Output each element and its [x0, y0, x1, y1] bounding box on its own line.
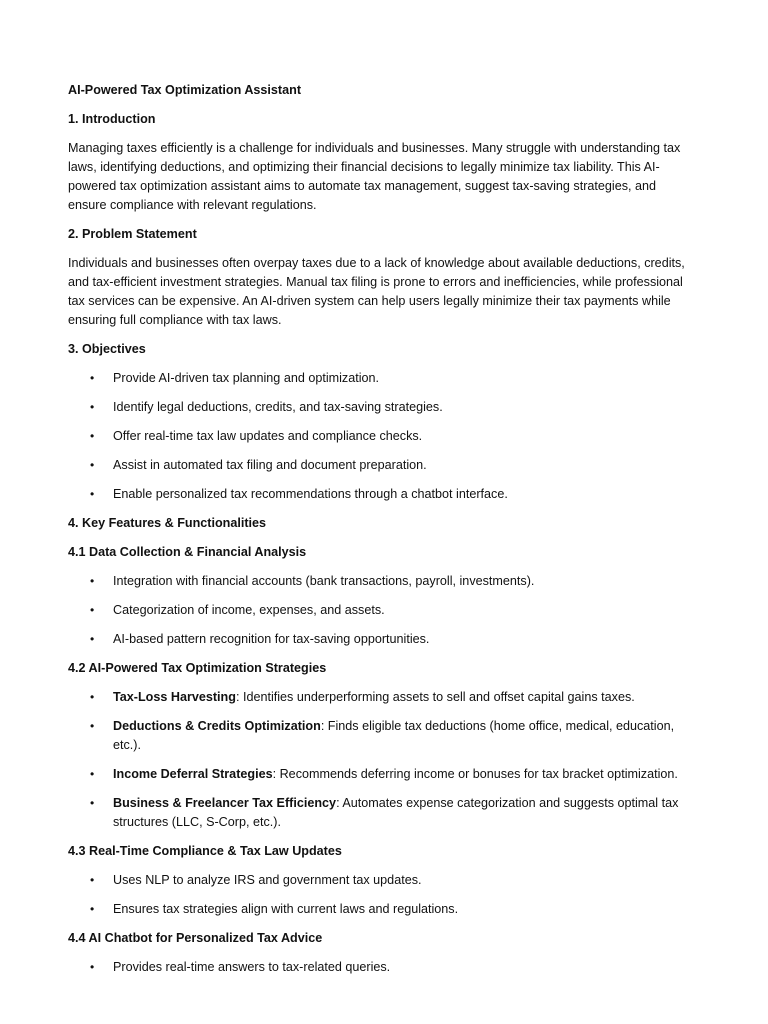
- list-item-text: Assist in automated tax filing and document preparation.: [113, 458, 427, 472]
- compliance-updates-list: [68, 871, 688, 919]
- bullet-icon: •: [90, 960, 95, 974]
- document-title: AI-Powered Tax Optimization Assistant: [68, 83, 302, 97]
- bullet-icon: •: [90, 371, 95, 385]
- problem-statement-paragraph: Individuals and businesses often overpay taxes due to a lack of knowledge about available deductions, credits, and tax-efficient investment strategies. Manual tax filing is prone to errors and inefficiencies, while professional tax services can be expensive. An AI-driven system can help users legally minimize their tax payments while ensuring full compliance with tax laws.: [68, 256, 685, 327]
- list-item: [68, 765, 688, 784]
- list-item: [68, 427, 688, 446]
- data-collection-list: [68, 572, 688, 649]
- objectives-list: [68, 369, 688, 504]
- section-heading-key-features: 4. Key Features & Functionalities: [68, 516, 267, 530]
- list-item-term: Tax-Loss Harvesting: [113, 690, 236, 704]
- list-item-text: : Automates expense categorization and suggests optimal tax structures (LLC, S-Corp, etc.).: [113, 796, 679, 829]
- list-item: [68, 456, 688, 475]
- optimization-strategies-list: [68, 688, 688, 832]
- list-item: [68, 601, 688, 620]
- list-item-text: Offer real-time tax law updates and compliance checks.: [113, 429, 423, 443]
- list-item-text: Identify legal deductions, credits, and tax-saving strategies.: [113, 400, 443, 414]
- bullet-icon: •: [90, 574, 95, 588]
- bullet-icon: •: [90, 767, 95, 781]
- chatbot-list: [68, 958, 688, 977]
- bullet-icon: •: [90, 632, 95, 646]
- bullet-icon: •: [90, 429, 95, 443]
- list-item-text: Integration with financial accounts (bank transactions, payroll, investments).: [113, 574, 535, 588]
- list-item-text: Provides real-time answers to tax-related queries.: [113, 960, 391, 974]
- list-item: [68, 958, 688, 977]
- list-item: [68, 871, 688, 890]
- list-item-text: Provide AI-driven tax planning and optimization.: [113, 371, 380, 385]
- list-item-text: : Identifies underperforming assets to sell and offset capital gains taxes.: [235, 690, 635, 704]
- subsection-heading-chatbot: 4.4 AI Chatbot for Personalized Tax Advice: [68, 931, 323, 945]
- document-body: [68, 81, 688, 987]
- subsection-heading-data-collection: 4.1 Data Collection & Financial Analysis: [68, 545, 307, 559]
- list-item: [68, 369, 688, 388]
- list-item: [68, 794, 688, 832]
- list-item-term: Deductions & Credits Optimization: [113, 719, 321, 733]
- list-item: [68, 572, 688, 591]
- list-item-term: Business & Freelancer Tax Efficiency: [113, 796, 337, 810]
- bullet-icon: •: [90, 458, 95, 472]
- list-item: [68, 398, 688, 417]
- list-item: [68, 688, 688, 707]
- list-item-text: AI-based pattern recognition for tax-saving opportunities.: [113, 632, 430, 646]
- bullet-icon: •: [90, 400, 95, 414]
- list-item: [68, 630, 688, 649]
- list-item-text: Ensures tax strategies align with current laws and regulations.: [113, 902, 459, 916]
- list-item: [68, 485, 688, 504]
- section-heading-problem-statement: 2. Problem Statement: [68, 227, 197, 241]
- list-item-term: Income Deferral Strategies: [113, 767, 273, 781]
- list-item: [68, 717, 688, 755]
- bullet-icon: •: [90, 603, 95, 617]
- list-item: [68, 900, 688, 919]
- subsection-heading-compliance-updates: 4.3 Real-Time Compliance & Tax Law Updates: [68, 844, 342, 858]
- list-item-text: : Finds eligible tax deductions (home office, medical, education, etc.).: [113, 719, 675, 752]
- subsection-heading-optimization-strategies: 4.2 AI-Powered Tax Optimization Strategies: [68, 661, 327, 675]
- bullet-icon: •: [90, 690, 95, 704]
- list-item-text: Uses NLP to analyze IRS and government tax updates.: [113, 873, 422, 887]
- section-heading-objectives: 3. Objectives: [68, 342, 146, 356]
- bullet-icon: •: [90, 873, 95, 887]
- introduction-paragraph: Managing taxes efficiently is a challenge for individuals and businesses. Many struggle with understanding tax laws, identifying deductions, and optimizing their financial decisions to legally minimize tax liability. This AI-powered tax optimization assistant aims to automate tax management, suggest tax-saving strategies, and ensure compliance with relevant regulations.: [68, 141, 681, 212]
- bullet-icon: •: [90, 487, 95, 501]
- bullet-icon: •: [90, 902, 95, 916]
- list-item-text: Enable personalized tax recommendations through a chatbot interface.: [113, 487, 508, 501]
- list-item-text: Categorization of income, expenses, and assets.: [113, 603, 385, 617]
- bullet-icon: •: [90, 796, 95, 810]
- section-heading-introduction: 1. Introduction: [68, 112, 156, 126]
- list-item-text: : Recommends deferring income or bonuses for tax bracket optimization.: [272, 767, 678, 781]
- bullet-icon: •: [90, 719, 95, 733]
